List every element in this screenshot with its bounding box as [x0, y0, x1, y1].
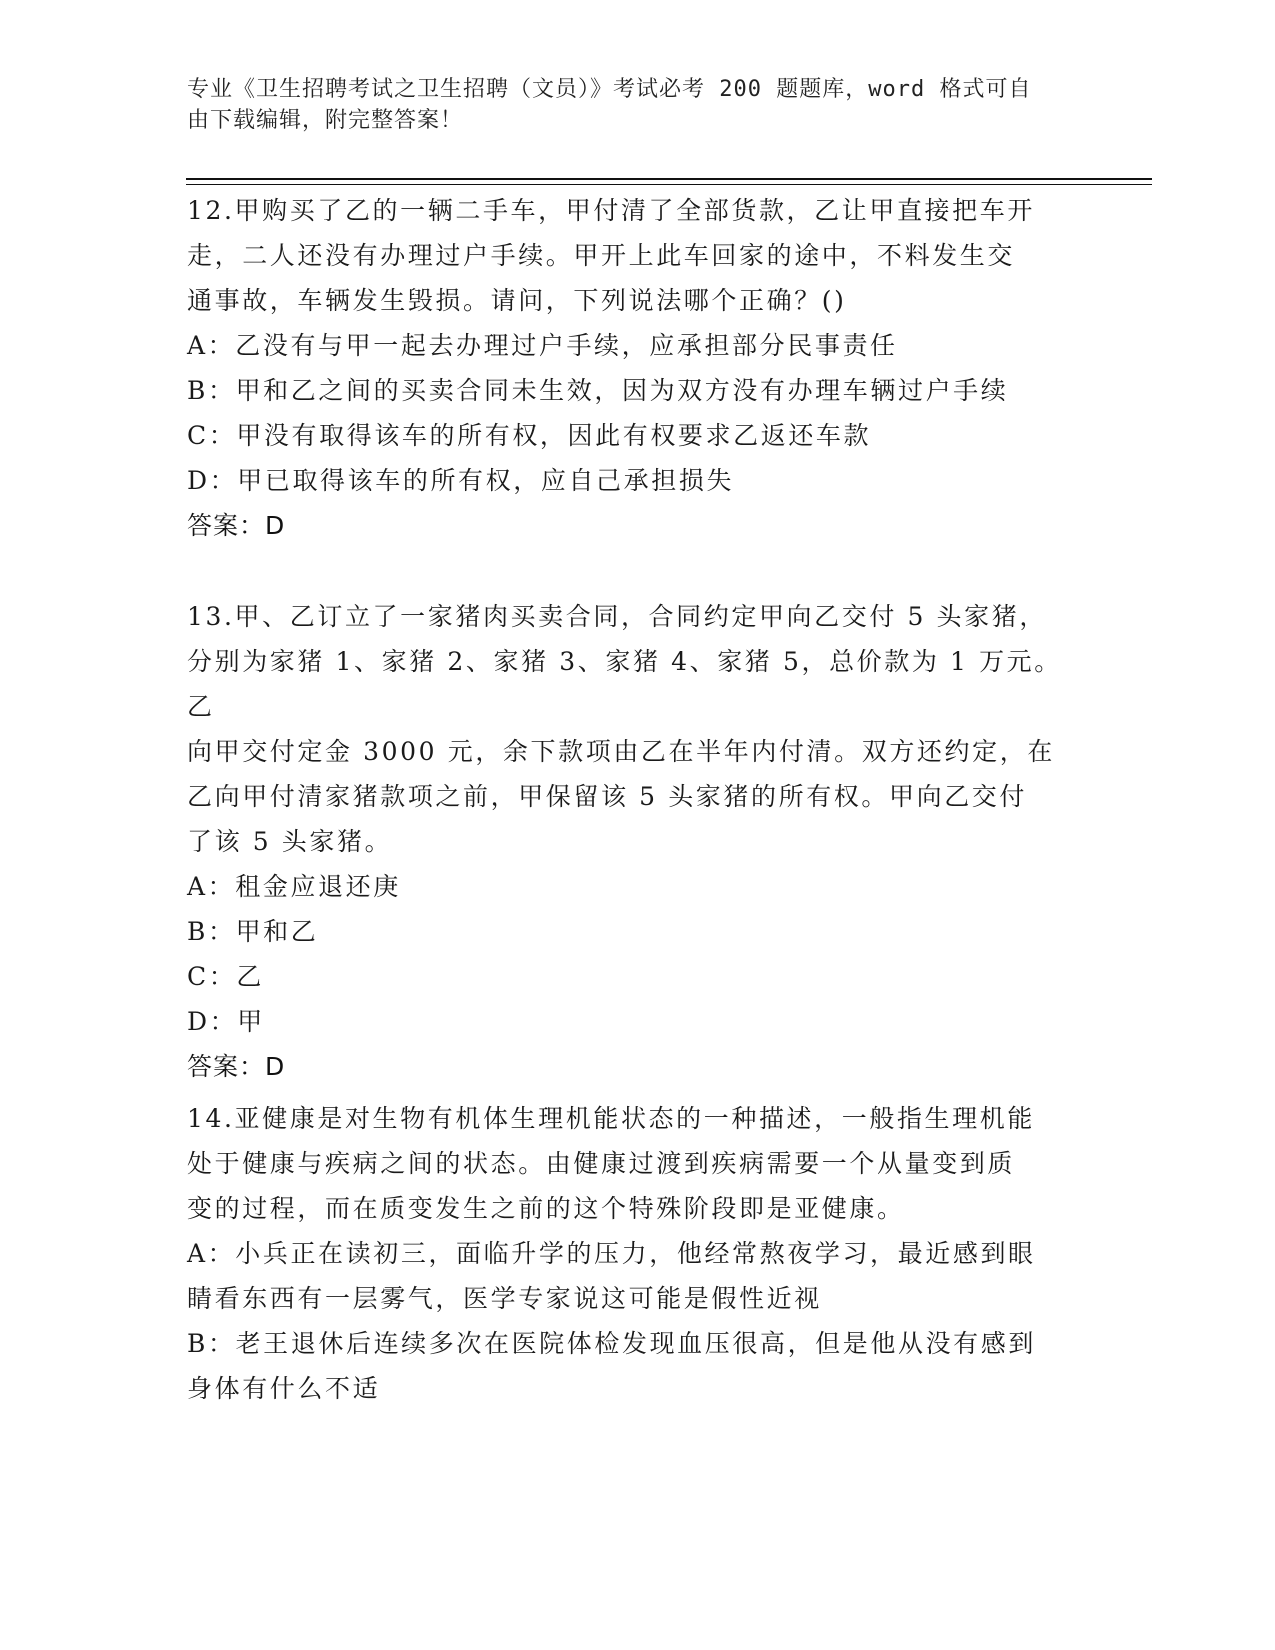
answer-line: 答案：D [187, 511, 286, 540]
option-c: C：甲没有取得该车的所有权，因此有权要求乙返还车款 [187, 421, 872, 450]
question-text-line: 了该 5 头家猪。 [187, 827, 393, 856]
option-b: B：甲和乙之间的买卖合同未生效，因为双方没有办理车辆过户手续 [187, 376, 1009, 405]
option-a: A：小兵正在读初三，面临升学的压力，他经常熬夜学习，最近感到眼 [187, 1239, 1036, 1268]
option-c: C：乙 [187, 962, 264, 991]
header-line-1: 专业《卫生招聘考试之卫生招聘（文员）》考试必考 200 题题库，word 格式可自 [187, 77, 1032, 102]
header-divider-thick [186, 178, 1152, 180]
header-divider-thin [186, 184, 1152, 185]
question-14 [187, 1096, 1087, 1411]
question-text-line: 14.亚健康是对生物有机体生理机能状态的一种描述，一般指生理机能 [187, 1104, 1035, 1133]
option-b: B：甲和乙 [187, 917, 319, 946]
question-13 [187, 594, 1087, 1089]
document-header [187, 74, 1087, 136]
option-a: A：租金应退还庚 [187, 872, 401, 901]
question-12 [187, 188, 1087, 548]
option-d: D：甲已取得该车的所有权，应自己承担损失 [187, 466, 735, 495]
option-d: D：甲 [187, 1007, 265, 1036]
question-text-line: 通事故，车辆发生毁损。请问，下列说法哪个正确？() [187, 286, 847, 315]
question-text-line: 乙向甲付清家猪款项之前，甲保留该 5 头家猪的所有权。甲向乙交付 [187, 782, 1028, 811]
question-text-line: 分别为家猪 1、家猪 2、家猪 3、家猪 4、家猪 5，总价款为 1 万元。乙 [187, 647, 1062, 721]
header-line-2: 由下载编辑，附完整答案！ [187, 108, 464, 133]
answer-line: 答案：D [187, 1052, 286, 1081]
option-b: B：老王退休后连续多次在医院体检发现血压很高，但是他从没有感到 [187, 1329, 1036, 1358]
question-text-line: 变的过程，而在质变发生之前的这个特殊阶段即是亚健康。 [187, 1194, 905, 1223]
question-text-line: 13.甲、乙订立了一家猪肉买卖合同，合同约定甲向乙交付 5 头家猪， [187, 602, 1047, 631]
option-a-continued: 睛看东西有一层雾气，医学专家说这可能是假性近视 [187, 1284, 822, 1313]
option-a: A：乙没有与甲一起去办理过户手续，应承担部分民事责任 [187, 331, 898, 360]
question-text-line: 12.甲购买了乙的一辆二手车，甲付清了全部货款，乙让甲直接把车开 [187, 196, 1035, 225]
question-text-line: 向甲交付定金 3000 元，余下款项由乙在半年内付清。双方还约定，在 [187, 737, 1055, 766]
option-b-continued: 身体有什么不适 [187, 1374, 381, 1403]
question-text-line: 处于健康与疾病之间的状态。由健康过渡到疾病需要一个从量变到质 [187, 1149, 1016, 1178]
question-text-line: 走，二人还没有办理过户手续。甲开上此车回家的途中，不料发生交 [187, 241, 1016, 270]
